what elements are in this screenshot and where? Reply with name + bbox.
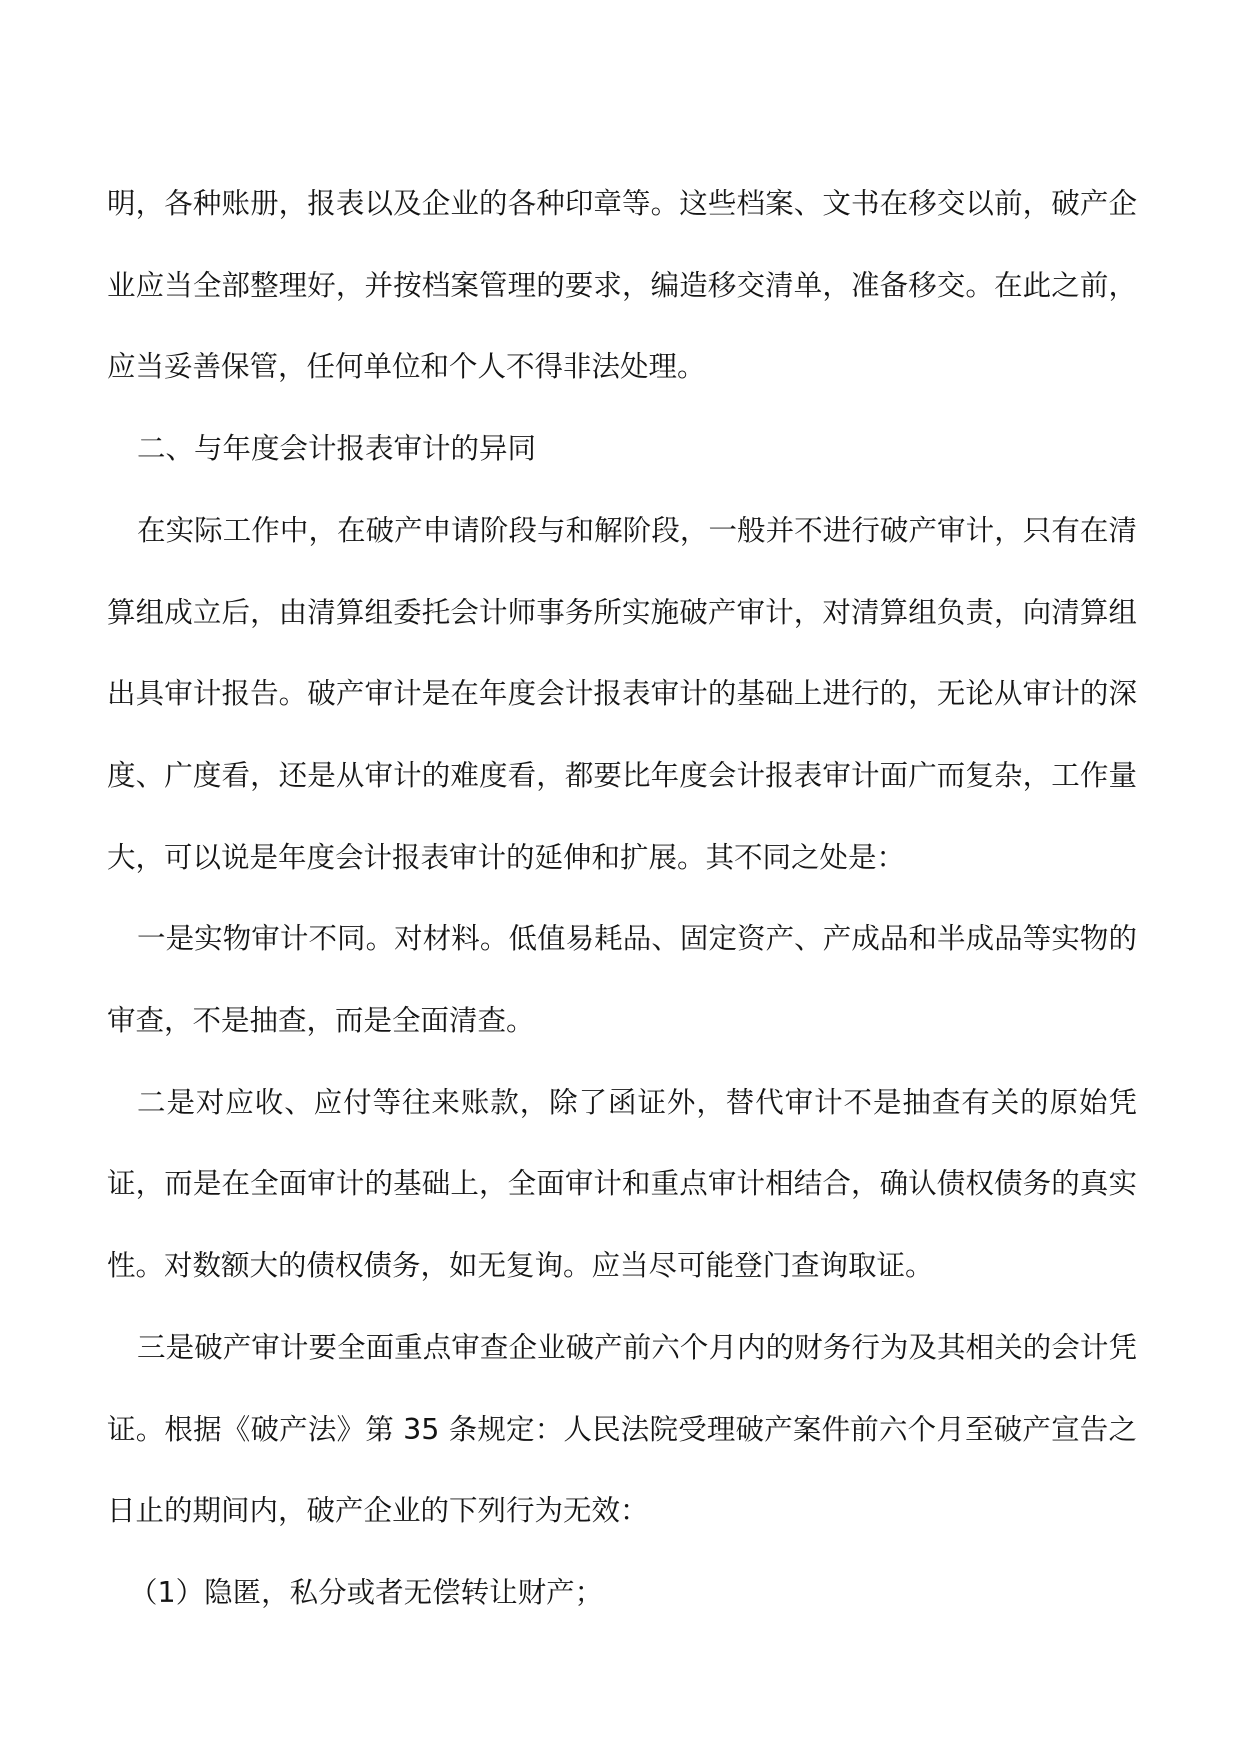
paragraph-point-one: 一是实物审计不同。对材料。低值易耗品、固定资产、产成品和半成品等实物的审查，不是抽查，而是全面清查。	[107, 922, 1137, 1038]
paragraph-point-three: 三是破产审计要全面重点审查企业破产前六个月内的财务行为及其相关的会计凭证。根据《破产法》第 35 条规定：人民法院受理破产案件前六个月至破产宣告之日止的期间内，破产企业的下列行为无效：	[107, 1330, 1137, 1528]
paragraph-continuation: 明，各种账册，报表以及企业的各种印章等。这些档案、文书在移交以前，破产企业应当全部整理好，并按档案管理的要求，编造移交清单，准备移交。在此之前，应当妥善保管，任何单位和个人不得非法处理。	[107, 187, 1137, 384]
list-item-1: （1）隐匿，私分或者无偿转让财产；	[129, 1575, 604, 1609]
paragraph-intro: 在实际工作中，在破产申请阶段与和解阶段，一般并不进行破产审计，只有在清算组成立后，由清算组委托会计师事务所实施破产审计，对清算组负责，向清算组出具审计报告。破产审计是在年度会计报表审计的基础上进行的，无论从审计的深度、广度看，还是从审计的难度看，都要比年度会计报表审计面广而复杂，工作量大，可以说是年度会计报表审计的延伸和扩展。其不同之处是：	[107, 513, 1137, 874]
section-heading: 二、与年度会计报表审计的异同	[137, 432, 537, 466]
paragraph-point-two: 二是对应收、应付等往来账款，除了函证外，替代审计不是抽查有关的原始凭证，而是在全面审计的基础上，全面审计和重点审计相结合，确认债权债务的真实性。对数额大的债权债务，如无复询。应当尽可能登门查询取证。	[107, 1085, 1137, 1283]
document-body	[107, 163, 1137, 1634]
